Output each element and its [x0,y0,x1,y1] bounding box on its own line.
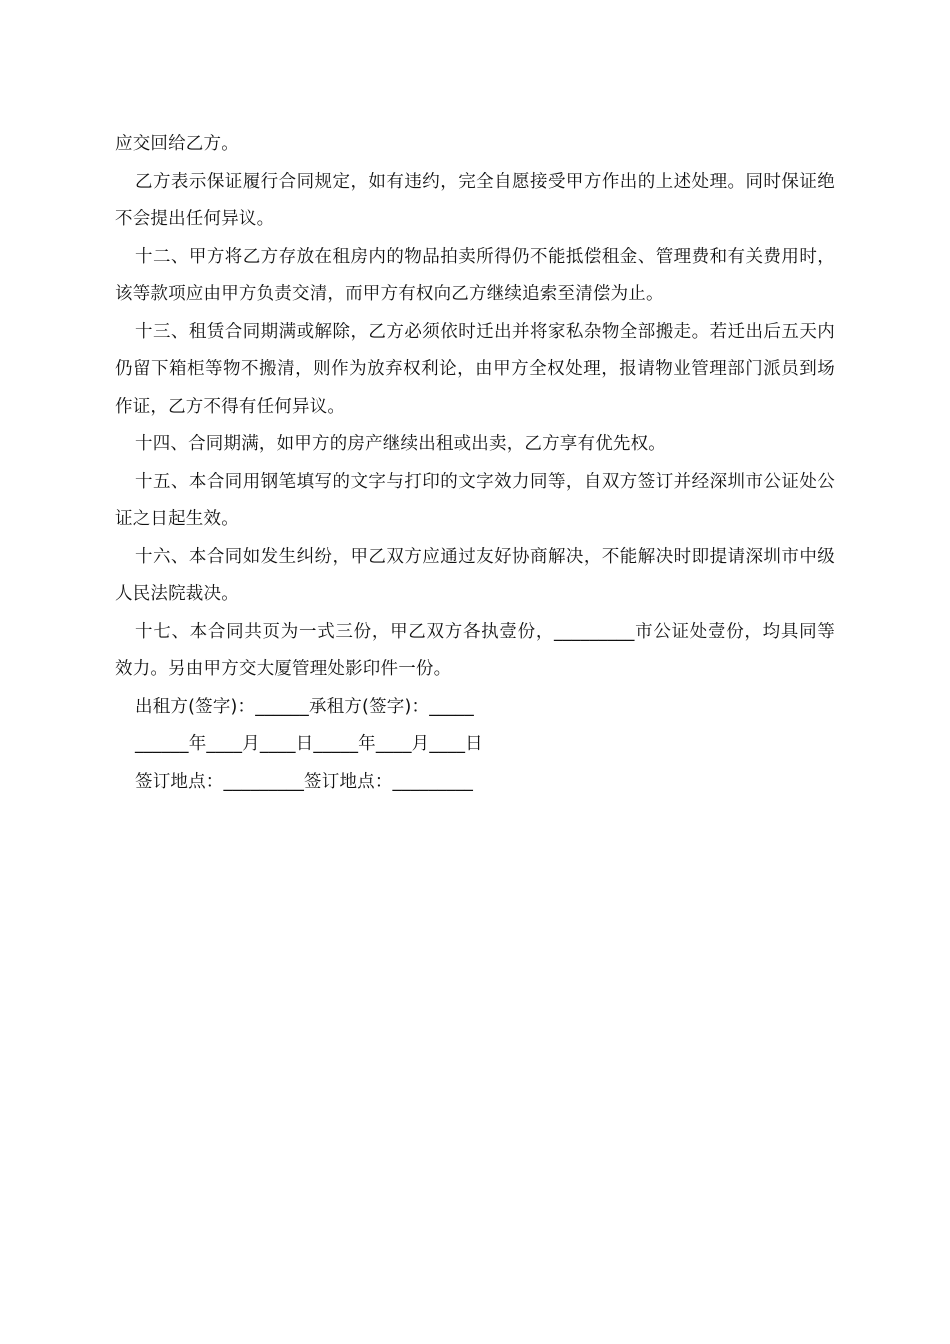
clause-12: 十二、甲方将乙方存放在租房内的物品拍卖所得仍不能抵偿租金、管理费和有关费用时，该等款项应由甲方负责交清，而甲方有权向乙方继续追索至清偿为止。 [115,246,835,304]
signing-place-line: 签订地点：_________签订地点：_________ [135,771,474,792]
paragraph-guarantee: 乙方表示保证履行合同规定，如有违约，完全自愿接受甲方作出的上述处理。同时保证绝不会提出任何异议。 [115,171,835,229]
signature-line: 出租方(签字)：______承租方(签字)：_____ [135,696,474,717]
clause-13: 十三、租赁合同期满或解除，乙方必须依时迁出并将家私杂物全部搬走。若迁出后五天内仍留下箱柜等物不搬清，则作为放弃权利论，由甲方全权处理，报请物业管理部门派员到场作证，乙方不得有任何异议。 [115,321,835,417]
paragraph-continuation: 应交回给乙方。 [115,134,239,154]
clause-14: 十四、合同期满，如甲方的房产继续出租或出卖，乙方享有优先权。 [135,434,666,454]
date-line: ______年____月____日_____年____月____日 [135,734,483,754]
clause-16: 十六、本合同如发生纠纷，甲乙双方应通过友好协商解决，不能解决时即提请深圳市中级人民法院裁决。 [115,546,835,604]
clause-17: 十七、本合同共页为一式三份，甲乙双方各执壹份，_________市公证处壹份，均具同等效力。另由甲方交大厦管理处影印件一份。 [115,621,835,679]
clause-15: 十五、本合同用钢笔填写的文字与打印的文字效力同等，自双方签订并经深圳市公证处公证之日起生效。 [115,471,835,529]
contract-body [115,126,835,801]
